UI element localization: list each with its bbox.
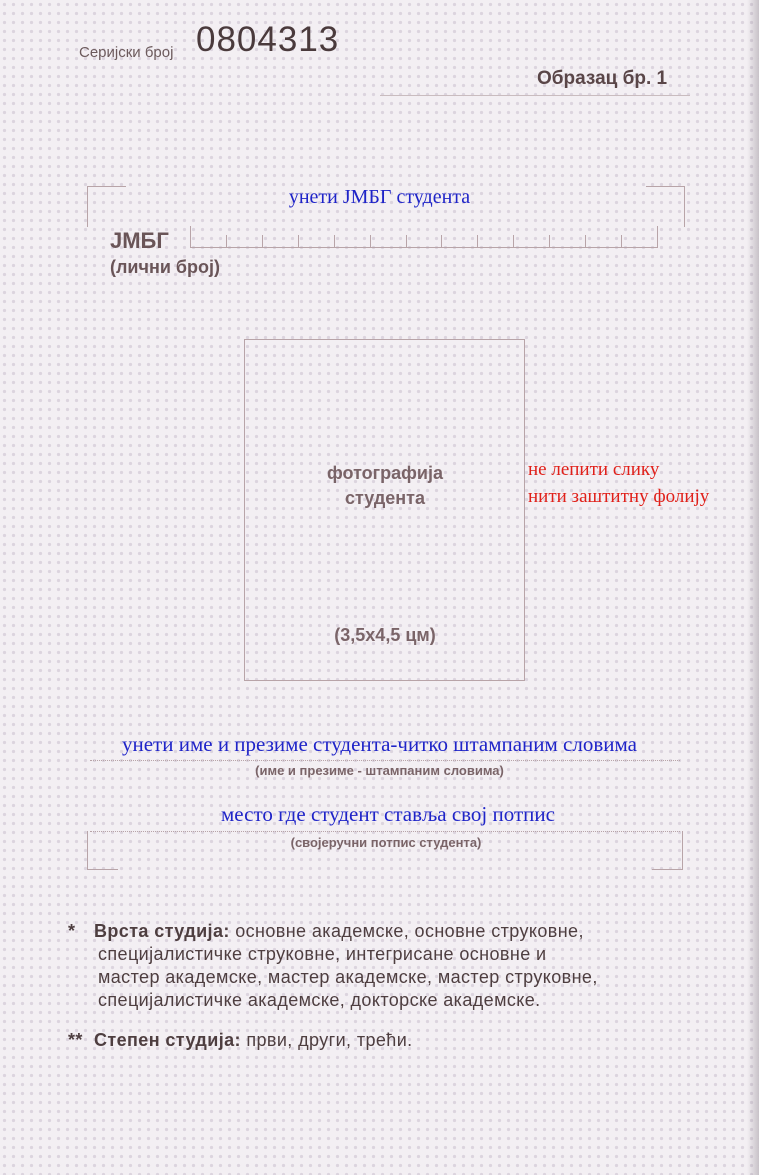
name-handwritten-note: унети име и презиме студента-читко штампаним словима xyxy=(122,732,637,756)
photo-label-line1: фотографија xyxy=(327,463,443,483)
jmbg-digit-cell[interactable] xyxy=(370,235,406,247)
photo-size-label: (3,5x4,5 цм) xyxy=(334,625,436,645)
study-type-line2: специјалистичке струковне, интегрисане основне и xyxy=(98,944,547,964)
jmbg-digit-cell[interactable] xyxy=(190,226,226,247)
study-type-line1 xyxy=(68,920,728,943)
jmbg-digit-cell[interactable] xyxy=(513,235,549,247)
study-type-line4: специјалистичке академске, докторске академске. xyxy=(98,990,541,1010)
jmbg-digit-cell[interactable] xyxy=(226,235,262,247)
jmbg-digit-cell[interactable] xyxy=(621,235,657,247)
jmbg-label: ЈМБГ xyxy=(110,228,169,253)
jmbg-digit-cell[interactable] xyxy=(549,235,585,247)
study-type-line3: мастер академске, мастер академске, мастер струковне, xyxy=(98,967,598,987)
jmbg-digit-cell[interactable] xyxy=(334,235,370,247)
serial-number: 0804313 xyxy=(196,20,340,59)
form-number: Образац бр. 1 xyxy=(537,68,668,89)
signature-field-line[interactable] xyxy=(90,831,680,832)
photo-warning-line1: не лепити слику xyxy=(528,459,660,480)
study-type-term: Врста студија: xyxy=(94,921,230,941)
study-type-text: основне академске, основне струковне, xyxy=(235,921,584,941)
jmbg-digit-cell[interactable] xyxy=(585,235,621,247)
jmbg-digit-cell[interactable] xyxy=(441,235,477,247)
jmbg-field-end xyxy=(657,226,658,247)
photo-label-line2: студента xyxy=(345,488,425,508)
jmbg-digit-field[interactable] xyxy=(190,226,658,248)
jmbg-digit-cell[interactable] xyxy=(406,235,442,247)
photo-warning-line2: нити заштитну фолију xyxy=(528,486,710,507)
jmbg-handwritten-note: унети ЈМБГ студента xyxy=(288,186,471,208)
jmbg-digit-cell[interactable] xyxy=(298,235,334,247)
study-level-note xyxy=(68,1029,728,1052)
name-field-caption: (име и презиме - штампаним словима) xyxy=(255,763,504,778)
footnote-mark: ** xyxy=(68,1030,83,1050)
signature-field-caption: (својеручни потпис студента) xyxy=(290,835,482,850)
study-level-text: први, други, трећи. xyxy=(246,1030,413,1050)
signature-handwritten-note: место где студент ставља свој потпис xyxy=(221,802,555,826)
jmbg-sublabel: (лични број) xyxy=(110,257,220,277)
page-edge-shadow xyxy=(747,0,759,1175)
form-number-rule xyxy=(380,95,690,96)
footnote-mark: * xyxy=(68,921,76,941)
jmbg-digit-cell[interactable] xyxy=(262,235,298,247)
jmbg-digit-cell[interactable] xyxy=(477,235,513,247)
study-type-note xyxy=(68,920,728,1012)
serial-number-label: Серијски број xyxy=(79,44,174,61)
study-level-term: Степен студија: xyxy=(94,1030,241,1050)
name-field-line[interactable] xyxy=(90,760,680,761)
